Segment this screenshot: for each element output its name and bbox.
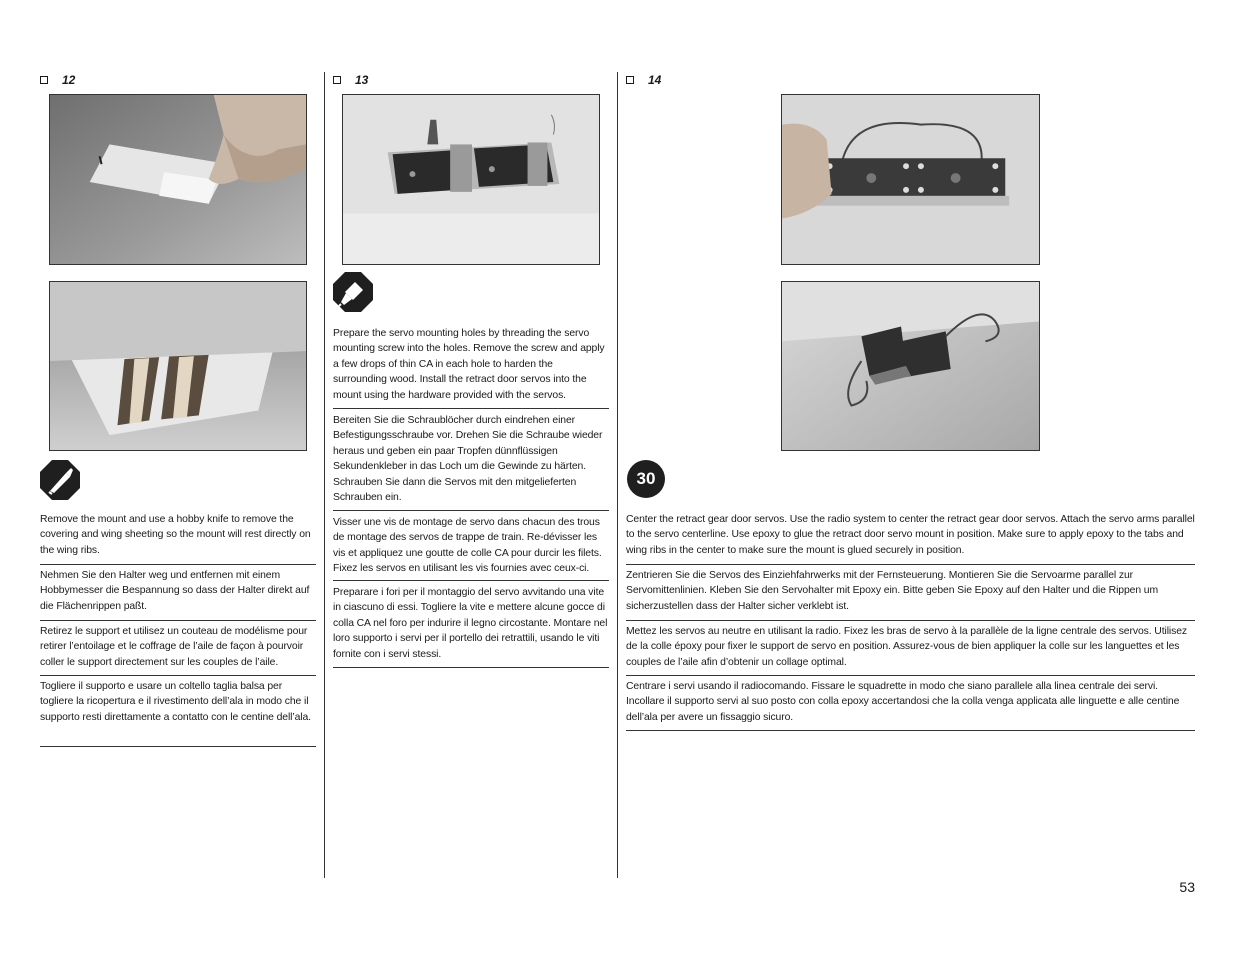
step-14-text-en: Center the retract gear door servos. Use the radio system to center the retract gear door servos. Attach the servo arms parallel to the servo centerline. Use epoxy to glue the retract door servo mount in position. Make sure to apply epoxy to the tabs and wing ribs in the center to make sure the mount is glued securely in position. (626, 514, 1195, 556)
column-divider-left (324, 72, 325, 878)
step-13-photo (342, 94, 600, 265)
hobby-knife-icon (40, 460, 80, 500)
divider (333, 667, 609, 668)
divider (333, 510, 609, 511)
divider (40, 746, 316, 747)
step-12-text-fr: Retirez le support et utilisez un couteau de modélisme pour retirer l’entoilage et le coffrage de l’aile de façon à pourvoir coller le support directement sur les couples de l’aile. (40, 626, 308, 668)
step-14-checkbox[interactable] (626, 76, 634, 84)
step-14-number: 14 (648, 73, 662, 87)
step-12-text-de: Nehmen Sie den Halter weg und entfernen mit einem Hobbymesser die Bespannung so dass der Halter direkt auf die Flächenrippen paßt. (40, 570, 310, 612)
step-12-photo-1 (49, 94, 307, 265)
step-13-text-de: Bereiten Sie die Schraublöcher durch eindrehen einer Befestigungsschraube vor. Drehen Sie die Schraube wieder heraus und geben ein paar Tropfen dünnflüssigen Sekundenkleber in das Loch um die Gewinde zu härten. Schrauben Sie dann die Servos mit den mitgelieferten Schrauben ein. (333, 415, 603, 504)
step-14-text-fr: Mettez les servos au neutre en utilisant la radio. Fixez les bras de servo à la parallèle de la ligne centrale des servos. Utilisez de la colle époxy pour fixer le support de servo en position. Assurez-vous de bien appliquer la colle sur les languettes et les couples de l’aile afin d’obtenir un collage optimal. (626, 626, 1187, 668)
step-12-text-it: Togliere il supporto e usare un coltello taglia balsa per togliere la ricopertura e il rivestimento dell’ala in modo che il supporto resti direttamente a contatto con le centine dell’ala. (40, 681, 311, 723)
step-14-text-de: Zentrieren Sie die Servos des Einziehfahrwerks mit der Fernsteuerung. Montieren Sie die Servoarme parallel zur Servomittenlinien. Kleben Sie den Servohalter mit Epoxy ein. Bitte geben Sie Epoxy auf den Halter und die Rippen um sicherzustellen dass der Halter sicher verklebt ist. (626, 570, 1159, 612)
step-14-header (626, 72, 661, 88)
step-13-checkbox[interactable] (333, 76, 341, 84)
page-number: 53 (1179, 879, 1195, 895)
divider (626, 620, 1195, 621)
step-13-text-en: Prepare the servo mounting holes by threading the servo mounting screw into the holes. Remove the screw and apply a few drops of thin CA in each hole to harden the surrounding wood. Install the retract door servos into the mount using the hardware provided with the servos. (333, 328, 605, 401)
divider (333, 580, 609, 581)
step-14-text-it: Centrare i servi usando il radiocomando. Fissare le squadrette in modo che siano parallele alla linea centrale dei servi. Incollare il supporto servi al suo posto con colla epoxy accertandosi che la colla venga applicata alle linguette e alle centine dell’ala per avere un fissaggio sicuro. (626, 681, 1180, 723)
divider (40, 620, 316, 621)
step-13-header (333, 72, 368, 88)
step-13-text-fr: Visser une vis de montage de servo dans chacun des trous de montage des servos de trappe de train. Re-dévisser les vis et appliquez une goutte de colle CA pour durcir les filets. Fixez les servos en utilisant les vis fournies avec ceux-ci. (333, 517, 602, 575)
step-12-text-en: Remove the mount and use a hobby knife to remove the covering and wing sheeting so the mount will rest directly on the wing ribs. (40, 514, 311, 556)
column-divider-right (617, 72, 618, 878)
divider (40, 675, 316, 676)
divider (626, 564, 1195, 565)
step-14-photo-2 (781, 281, 1040, 451)
step-14-photo-1 (781, 94, 1040, 265)
divider (333, 408, 609, 409)
step-13-text-it: Preparare i fori per il montaggio del servo avvitando una vite in ciascuno di essi. Togliere la vite e mettere alcune gocce di colla CA nel foro per indurire il legno circostante. Montare nel loro supporto i servi per il portello dei retrattili, usando le viti fornite con i servi stessi. (333, 587, 608, 660)
step-13-number: 13 (355, 73, 369, 87)
step-12-header (40, 72, 75, 88)
glue-bottle-icon (333, 272, 373, 312)
divider (626, 675, 1195, 676)
step-30-badge: 30 (627, 460, 665, 498)
divider (40, 564, 316, 565)
step-12-photo-2 (49, 281, 307, 451)
divider (626, 730, 1195, 731)
step-12-checkbox[interactable] (40, 76, 48, 84)
step-12-number: 12 (62, 73, 76, 87)
